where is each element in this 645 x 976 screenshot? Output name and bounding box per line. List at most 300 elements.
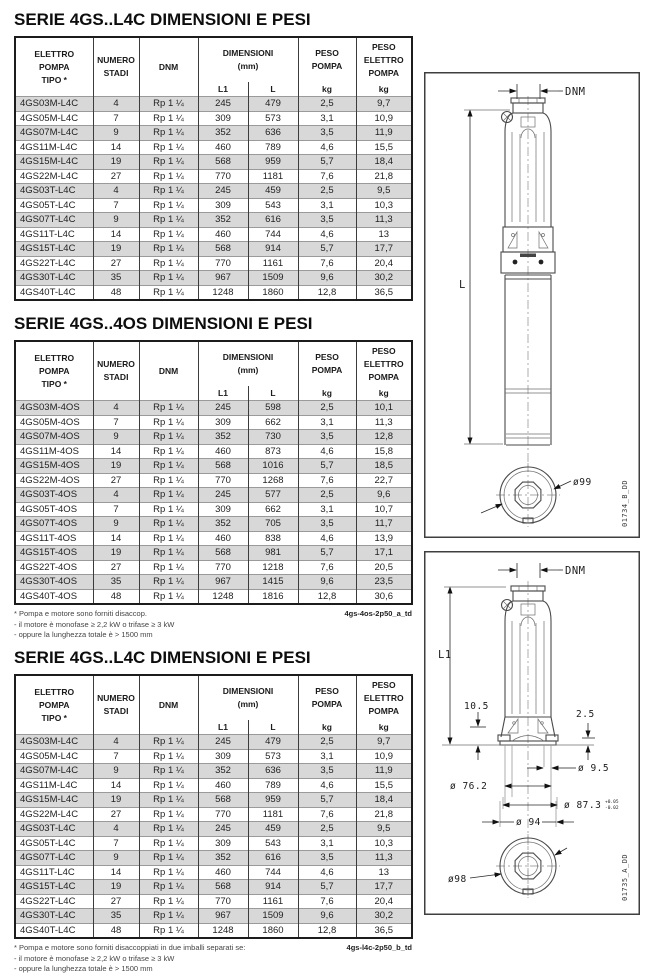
table-cell: 10,7: [356, 502, 412, 517]
table-cell: 12,8: [356, 430, 412, 445]
table-cell: 730: [248, 430, 298, 445]
table-cell: 4GS15M-4OS: [15, 459, 93, 474]
col-header-dnm: DNM: [139, 341, 198, 401]
table-cell: 5,7: [298, 793, 356, 808]
table-cell: 2,5: [298, 488, 356, 503]
table-cell: 18,5: [356, 459, 412, 474]
table-cell: 9,6: [298, 575, 356, 590]
table-cell: 19: [93, 459, 139, 474]
l-label: L: [459, 279, 466, 291]
dimensions-table-4os: [14, 340, 413, 605]
table-cell: 4GS22T-L4C: [15, 256, 93, 271]
table-row: [15, 401, 412, 416]
page-title: SERIE 4GS..L4C DIMENSIONI E PESI: [14, 648, 311, 667]
col-header-peso-elettropompa: PESO ELETTRO POMPA: [356, 675, 412, 720]
table-cell: 36,5: [356, 923, 412, 938]
table-cell: 967: [198, 909, 248, 924]
table-cell: 14: [93, 444, 139, 459]
table-cell: 19: [93, 546, 139, 561]
table-cell: 27: [93, 807, 139, 822]
table-cell: 19: [93, 155, 139, 170]
table-cell: 4GS22T-4OS: [15, 560, 93, 575]
table-cell: 27: [93, 256, 139, 271]
table-cell: 1860: [248, 285, 298, 300]
table-row: [15, 242, 412, 257]
table-cell: 352: [198, 126, 248, 141]
table-cell: 789: [248, 778, 298, 793]
table-cell: 7: [93, 198, 139, 213]
dimensions-table-l4c-2: [14, 674, 413, 939]
table-cell: Rp 1 ¼: [139, 401, 198, 416]
table-cell: 770: [198, 169, 248, 184]
table-cell: 27: [93, 169, 139, 184]
table-cell: Rp 1 ¼: [139, 415, 198, 430]
table-cell: 4GS30T-4OS: [15, 575, 93, 590]
table-cell: 1161: [248, 894, 298, 909]
table-cell: Rp 1 ¼: [139, 560, 198, 575]
table-cell: 15,5: [356, 778, 412, 793]
table-cell: 10,1: [356, 401, 412, 416]
table-cell: Rp 1 ¼: [139, 242, 198, 257]
table-cell: 11,9: [356, 764, 412, 779]
table-cell: 1218: [248, 560, 298, 575]
table-cell: Rp 1 ¼: [139, 285, 198, 300]
table-cell: 17,7: [356, 880, 412, 895]
table-row: [15, 271, 412, 286]
table-cell: 568: [198, 155, 248, 170]
table-cell: 967: [198, 271, 248, 286]
table-cell: 4: [93, 488, 139, 503]
table-cell: 9,6: [356, 488, 412, 503]
table-row: [15, 227, 412, 242]
table-cell: Rp 1 ¼: [139, 213, 198, 228]
table-cell: 568: [198, 242, 248, 257]
table-cell: 4GS22T-L4C: [15, 894, 93, 909]
table-cell: Rp 1 ¼: [139, 909, 198, 924]
table-cell: 1016: [248, 459, 298, 474]
table-cell: 5,7: [298, 459, 356, 474]
table-cell: Rp 1 ¼: [139, 184, 198, 199]
col-header-elettropompa: ELETTRO POMPA TIPO *: [34, 352, 75, 389]
table-cell: Rp 1 ¼: [139, 97, 198, 112]
col-subheader-kg: kg: [356, 386, 412, 401]
table-cell: 705: [248, 517, 298, 532]
table-cell: 662: [248, 502, 298, 517]
col-subheader-kg: kg: [298, 386, 356, 401]
table-row: [15, 444, 412, 459]
table-cell: 7,6: [298, 894, 356, 909]
table-row: [15, 198, 412, 213]
drawing-code: 01735_A_DD: [621, 853, 629, 901]
table-cell: 4GS03T-L4C: [15, 184, 93, 199]
table-cell: 573: [248, 111, 298, 126]
table-cell: 4GS15T-4OS: [15, 546, 93, 561]
table-cell: 4GS11T-L4C: [15, 227, 93, 242]
table-cell: 9,7: [356, 97, 412, 112]
table-cell: 21,8: [356, 169, 412, 184]
table-row: [15, 430, 412, 445]
table-cell: 14: [93, 227, 139, 242]
table-cell: 21,8: [356, 807, 412, 822]
table-cell: 1248: [198, 923, 248, 938]
table-cell: 789: [248, 140, 298, 155]
table-cell: 1509: [248, 909, 298, 924]
dia-9-5-label: ø 9.5: [578, 763, 610, 774]
table-cell: 9: [93, 517, 139, 532]
table-cell: Rp 1 ¼: [139, 851, 198, 866]
doc-code: 4gs-4os-2p50_a_td: [344, 609, 412, 618]
table-row: [15, 155, 412, 170]
table-cell: Rp 1 ¼: [139, 198, 198, 213]
table-cell: 7,6: [298, 256, 356, 271]
table-cell: 770: [198, 473, 248, 488]
table-row: [15, 459, 412, 474]
table-cell: 7: [93, 502, 139, 517]
table-cell: 7: [93, 111, 139, 126]
table-cell: 616: [248, 213, 298, 228]
table-cell: 3,1: [298, 415, 356, 430]
table-cell: 4GS11M-L4C: [15, 778, 93, 793]
table-cell: 4GS07M-L4C: [15, 126, 93, 141]
table-cell: 4GS03T-L4C: [15, 822, 93, 837]
table-cell: Rp 1 ¼: [139, 749, 198, 764]
page-title: SERIE 4GS..L4C DIMENSIONI E PESI: [14, 10, 311, 29]
table-cell: 309: [198, 111, 248, 126]
table-cell: Rp 1 ¼: [139, 836, 198, 851]
footnote-line: * Pompa e motore sono forniti disaccop.: [14, 609, 147, 618]
dim-2-5-label: 2.5: [576, 709, 595, 720]
table-cell: 3,1: [298, 111, 356, 126]
table-cell: 5,7: [298, 546, 356, 561]
table-cell: 568: [198, 880, 248, 895]
table-cell: 1181: [248, 807, 298, 822]
table-cell: Rp 1 ¼: [139, 546, 198, 561]
table-cell: 460: [198, 444, 248, 459]
table-cell: 4GS11M-4OS: [15, 444, 93, 459]
table-cell: 27: [93, 894, 139, 909]
table-cell: 4GS22M-L4C: [15, 169, 93, 184]
table-cell: 460: [198, 531, 248, 546]
table-cell: Rp 1 ¼: [139, 589, 198, 604]
table-row: [15, 169, 412, 184]
table-cell: 309: [198, 749, 248, 764]
table-cell: Rp 1 ¼: [139, 488, 198, 503]
table-row: [15, 589, 412, 604]
table-cell: 245: [198, 184, 248, 199]
table-cell: 568: [198, 546, 248, 561]
table-row: [15, 531, 412, 546]
dim-10-5-label: 10.5: [464, 701, 489, 712]
table-cell: 3,5: [298, 851, 356, 866]
table-cell: 4GS05T-L4C: [15, 198, 93, 213]
table-cell: 11,3: [356, 851, 412, 866]
table-cell: 1816: [248, 589, 298, 604]
table-cell: 11,3: [356, 415, 412, 430]
col-subheader-l1: L1: [198, 386, 248, 401]
table-cell: 543: [248, 836, 298, 851]
table-cell: 35: [93, 909, 139, 924]
table-row: [15, 415, 412, 430]
col-header-peso-elettropompa: PESO ELETTRO POMPA: [356, 37, 412, 82]
table-cell: 9: [93, 430, 139, 445]
table-cell: 7,6: [298, 560, 356, 575]
col-subheader-l: L: [248, 720, 298, 735]
table-cell: 7: [93, 836, 139, 851]
table-cell: 4GS05M-L4C: [15, 111, 93, 126]
table-row: [15, 865, 412, 880]
table-cell: 959: [248, 155, 298, 170]
table-cell: 568: [198, 793, 248, 808]
table-cell: 1415: [248, 575, 298, 590]
table-cell: 30,2: [356, 909, 412, 924]
table-cell: 9: [93, 764, 139, 779]
table-cell: 9,5: [356, 184, 412, 199]
diameter-99-label: ø99: [573, 477, 592, 488]
table-cell: 1181: [248, 169, 298, 184]
table-cell: 568: [198, 459, 248, 474]
table-cell: Rp 1 ¼: [139, 517, 198, 532]
table-cell: 2,5: [298, 735, 356, 750]
pump-technical-drawing-detail: [424, 551, 640, 915]
table-cell: 460: [198, 778, 248, 793]
table-row: [15, 546, 412, 561]
table-cell: 4GS05M-4OS: [15, 415, 93, 430]
table-cell: Rp 1 ¼: [139, 430, 198, 445]
table-cell: 3,1: [298, 749, 356, 764]
col-subheader-l1: L1: [198, 720, 248, 735]
table-cell: 4GS15M-L4C: [15, 155, 93, 170]
table-cell: 4GS40T-L4C: [15, 285, 93, 300]
col-header-dimensioni: DIMENSIONI (mm): [198, 675, 298, 720]
table-cell: Rp 1 ¼: [139, 822, 198, 837]
table-cell: 4GS07T-L4C: [15, 851, 93, 866]
table-cell: 9: [93, 213, 139, 228]
table-cell: 309: [198, 415, 248, 430]
footnote-line: - oppure la lunghezza totale è > 1500 mm: [14, 630, 153, 639]
footnote-line: - il motore è monofase ≥ 2,2 kW o trifase ≥ 3 kW: [14, 619, 175, 629]
l1-label: L1: [438, 649, 452, 661]
table-cell: 1509: [248, 271, 298, 286]
col-header-dnm: DNM: [139, 37, 198, 97]
table-cell: 4,6: [298, 140, 356, 155]
table-cell: 10,9: [356, 111, 412, 126]
table-cell: 662: [248, 415, 298, 430]
table-cell: 19: [93, 880, 139, 895]
table-cell: 11,9: [356, 126, 412, 141]
table-cell: 30,6: [356, 589, 412, 604]
table-cell: 7: [93, 749, 139, 764]
table-cell: 4,6: [298, 778, 356, 793]
table-row: [15, 517, 412, 532]
table-cell: 9: [93, 126, 139, 141]
table-body: [15, 401, 412, 605]
table-cell: 1161: [248, 256, 298, 271]
table-cell: 4GS05T-4OS: [15, 502, 93, 517]
table-cell: 460: [198, 140, 248, 155]
table-cell: 2,5: [298, 97, 356, 112]
table-cell: Rp 1 ¼: [139, 894, 198, 909]
table-cell: Rp 1 ¼: [139, 502, 198, 517]
tolerance-lower: -0.02: [605, 806, 619, 811]
dimensions-table-l4c: [14, 36, 413, 301]
table-cell: 3,5: [298, 213, 356, 228]
col-header-numero-stadi: NUMERO STADI: [93, 37, 139, 97]
col-header-numero-stadi: NUMERO STADI: [93, 341, 139, 401]
table-cell: 3,5: [298, 126, 356, 141]
table-cell: Rp 1 ¼: [139, 140, 198, 155]
doc-code: 4gs-l4c-2p50_b_td: [346, 943, 412, 952]
table-cell: Rp 1 ¼: [139, 227, 198, 242]
col-header-dnm: DNM: [139, 675, 198, 735]
table-cell: Rp 1 ¼: [139, 169, 198, 184]
table-row: [15, 502, 412, 517]
table-cell: 914: [248, 880, 298, 895]
table-cell: 35: [93, 271, 139, 286]
pump-technical-drawing-full: [424, 72, 640, 538]
table-cell: 245: [198, 488, 248, 503]
table-cell: 7: [93, 415, 139, 430]
table-cell: 9,5: [356, 822, 412, 837]
table-row: [15, 923, 412, 938]
table-cell: 5,7: [298, 155, 356, 170]
table-row: [15, 126, 412, 141]
table-cell: 10,9: [356, 749, 412, 764]
table-cell: 4GS15T-L4C: [15, 880, 93, 895]
table-cell: 14: [93, 865, 139, 880]
table-cell: 4GS15T-L4C: [15, 242, 93, 257]
table-cell: 744: [248, 227, 298, 242]
tolerance-upper: +0.05: [605, 800, 619, 805]
table-cell: 4: [93, 97, 139, 112]
table-cell: 1860: [248, 923, 298, 938]
table-row: [15, 749, 412, 764]
table-cell: 598: [248, 401, 298, 416]
table-cell: 3,1: [298, 502, 356, 517]
table-cell: 4GS03M-4OS: [15, 401, 93, 416]
table-cell: 479: [248, 735, 298, 750]
table-cell: 4,6: [298, 227, 356, 242]
table-cell: 573: [248, 749, 298, 764]
table-cell: 4GS22M-L4C: [15, 807, 93, 822]
table-cell: 4,6: [298, 865, 356, 880]
table-cell: 13: [356, 865, 412, 880]
table-cell: 770: [198, 560, 248, 575]
table-cell: 636: [248, 764, 298, 779]
table-cell: 12,8: [298, 285, 356, 300]
table-body: [15, 735, 412, 939]
table-cell: 11,7: [356, 517, 412, 532]
table-cell: 4: [93, 822, 139, 837]
table-cell: 4GS07T-4OS: [15, 517, 93, 532]
table-row: [15, 97, 412, 112]
col-header-peso-pompa: PESO POMPA: [298, 675, 356, 720]
col-subheader-l1: L1: [198, 82, 248, 97]
table-cell: 20,4: [356, 894, 412, 909]
table-cell: 4: [93, 184, 139, 199]
table-row: [15, 778, 412, 793]
table-cell: 4GS30T-L4C: [15, 271, 93, 286]
table-cell: 914: [248, 242, 298, 257]
dnm-label: DNM: [565, 86, 586, 98]
table-cell: 352: [198, 213, 248, 228]
table-cell: Rp 1 ¼: [139, 459, 198, 474]
table-row: [15, 822, 412, 837]
table-cell: 48: [93, 285, 139, 300]
table-cell: 352: [198, 764, 248, 779]
table-cell: 3,5: [298, 430, 356, 445]
table-cell: 838: [248, 531, 298, 546]
table-row: [15, 488, 412, 503]
table-row: [15, 807, 412, 822]
table-cell: 17,7: [356, 242, 412, 257]
table-row: [15, 793, 412, 808]
table-cell: 4GS05T-L4C: [15, 836, 93, 851]
dia-94-label: ø 94: [516, 817, 541, 828]
table-row: [15, 184, 412, 199]
table-cell: 18,4: [356, 793, 412, 808]
table-cell: 352: [198, 517, 248, 532]
table-cell: 4: [93, 735, 139, 750]
table-cell: 9,6: [298, 909, 356, 924]
table-cell: Rp 1 ¼: [139, 256, 198, 271]
table-cell: 4GS07M-L4C: [15, 764, 93, 779]
table-cell: 13: [356, 227, 412, 242]
table-cell: 5,7: [298, 242, 356, 257]
table-row: [15, 836, 412, 851]
table-cell: 9: [93, 851, 139, 866]
table-cell: 245: [198, 401, 248, 416]
table-cell: 616: [248, 851, 298, 866]
table-cell: 10,3: [356, 836, 412, 851]
table-cell: 4: [93, 401, 139, 416]
table-cell: Rp 1 ¼: [139, 865, 198, 880]
section-serie-4os: [14, 314, 412, 641]
table-cell: 577: [248, 488, 298, 503]
table-cell: 245: [198, 822, 248, 837]
table-cell: 981: [248, 546, 298, 561]
footnote-line: * Pompa e motore sono forniti disaccoppiati in due imballi separati se:: [14, 943, 246, 952]
col-header-dimensioni: DIMENSIONI (mm): [198, 341, 298, 386]
table-cell: Rp 1 ¼: [139, 575, 198, 590]
table-cell: 36,5: [356, 285, 412, 300]
table-row: [15, 764, 412, 779]
table-row: [15, 575, 412, 590]
table-cell: 7,6: [298, 473, 356, 488]
table-cell: 4GS07M-4OS: [15, 430, 93, 445]
col-subheader-kg: kg: [298, 720, 356, 735]
footnote-line: - oppure la lunghezza totale è > 1500 mm: [14, 964, 153, 973]
col-header-elettropompa: ELETTRO POMPA TIPO *: [34, 686, 75, 723]
table-cell: 12,8: [298, 589, 356, 604]
table-cell: 352: [198, 430, 248, 445]
table-cell: 4GS03M-L4C: [15, 97, 93, 112]
table-cell: 14: [93, 778, 139, 793]
table-cell: 4GS40T-L4C: [15, 923, 93, 938]
table-cell: 18,4: [356, 155, 412, 170]
table-cell: Rp 1 ¼: [139, 880, 198, 895]
table-row: [15, 735, 412, 750]
dia-76-2-label: ø 76.2: [450, 781, 488, 792]
table-row: [15, 140, 412, 155]
table-cell: Rp 1 ¼: [139, 735, 198, 750]
table-cell: 459: [248, 822, 298, 837]
table-cell: 460: [198, 227, 248, 242]
table-cell: Rp 1 ¼: [139, 155, 198, 170]
table-cell: 7,6: [298, 807, 356, 822]
col-header-elettropompa: ELETTRO POMPA TIPO *: [34, 48, 75, 85]
col-header-peso-pompa: PESO POMPA: [298, 37, 356, 82]
table-body: [15, 97, 412, 301]
